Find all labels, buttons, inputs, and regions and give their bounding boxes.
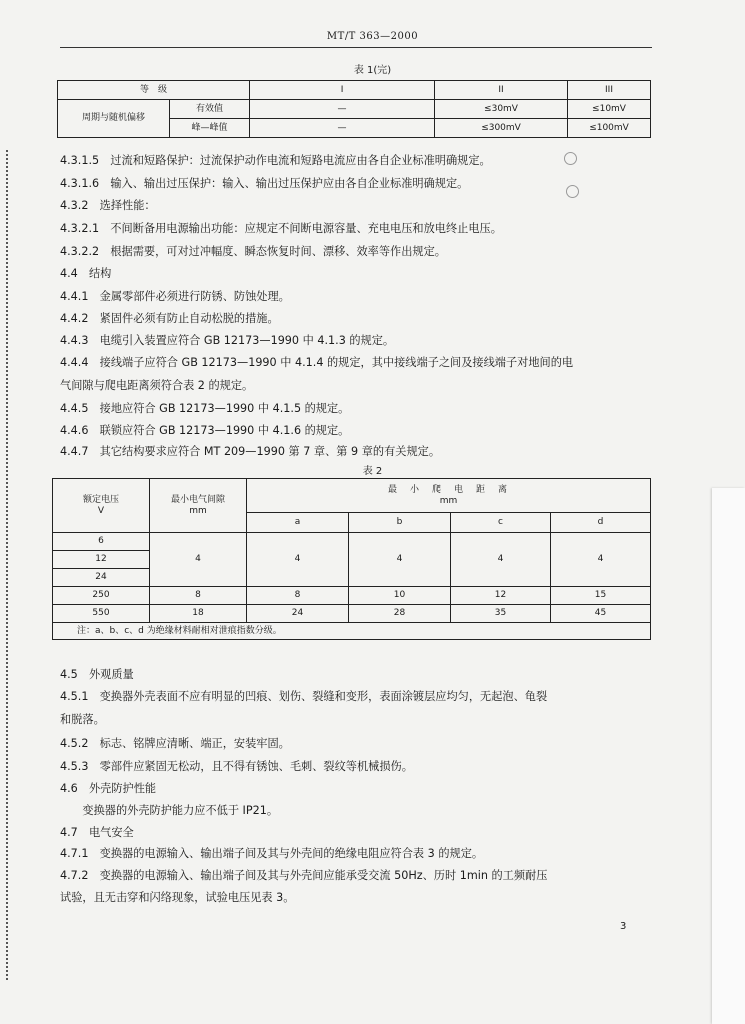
paragraph-line: 4.5.1 变换器外壳表面不应有明显的凹痕、划伤、裂缝和变形，表面涂镀层应均匀，无起泡、龟裂: [60, 690, 548, 703]
table2-header-clearance-label: 最小电气间隙: [170, 495, 225, 506]
table-cell: 18: [150, 605, 247, 623]
table2: [52, 478, 651, 640]
table2-voltage: 24: [53, 569, 150, 587]
paragraph-line: 4.4.7 其它结构要求应符合 MT 209—1990 第 7 章、第 9 章的有关规定。: [60, 445, 441, 458]
header-rule: [60, 47, 652, 48]
table2-header-creepage-label: 最 小 爬 电 距 离: [388, 485, 510, 496]
table-cell: ≤100mV: [568, 119, 651, 138]
table-cell: 28: [349, 605, 451, 623]
section-heading: 4.5 外观质量: [60, 668, 134, 681]
paragraph-line: 4.4.3 电缆引入装置应符合 GB 12173—1990 中 4.1.3 的规定。: [60, 334, 395, 347]
paragraph-line: 4.7.2 变换器的电源输入、输出端子间及其与外壳间应能承受交流 50Hz、历时 1min 的工频耐压: [60, 869, 548, 882]
table-cell: —: [250, 100, 435, 119]
table2-header-clearance: [150, 479, 247, 533]
table-row: [53, 587, 651, 605]
table-cell: 45: [551, 605, 651, 623]
paragraph-line: 4.5.3 零部件应紧固无松动，且不得有锈蚀、毛刺、裂纹等机械损伤。: [60, 760, 413, 773]
paragraph-line: 4.3.2.2 根据需要，可对过冲幅度、瞬态恢复时间、漂移、效率等作出规定。: [60, 245, 446, 258]
paragraph-line: 4.3.1.6 输入、输出过压保护：输入、输出过压保护应由各自企业标准明确规定。: [60, 177, 469, 190]
table2-subheader-d: d: [551, 513, 651, 533]
table-cell: 12: [451, 587, 551, 605]
table1-header-grade: 等 级: [58, 81, 250, 100]
adjacent-page-edge: [712, 488, 745, 1024]
table2-header-creepage: [247, 479, 651, 513]
table2-note-row: [53, 623, 651, 640]
table2-subheader-c: c: [451, 513, 551, 533]
paragraph-line: 4.4.6 联锁应符合 GB 12173—1990 中 4.1.6 的规定。: [60, 424, 350, 437]
paragraph-line: 4.3.1.5 过流和短路保护：过流保护动作电流和短路电流应由各自企业标准明确规定。: [60, 154, 491, 167]
table2-voltage: 250: [53, 587, 150, 605]
table1-header-grade-2: II: [435, 81, 568, 100]
table-cell: —: [250, 119, 435, 138]
table1-header-grade-3: III: [568, 81, 651, 100]
table-cell: 4: [451, 533, 551, 587]
table-row: [58, 100, 651, 119]
table1-row-label: 峰—峰值: [170, 119, 250, 138]
paragraph-line: 和脱落。: [60, 713, 105, 726]
paragraph-line: 4.7.1 变换器的电源输入、输出端子间及其与外壳间的绝缘电阻应符合表 3 的规定。: [60, 847, 484, 860]
table1-header-row: [58, 81, 651, 100]
table2-subheader-a: a: [247, 513, 349, 533]
table-cell: 8: [150, 587, 247, 605]
table2-header-clearance-unit: mm: [189, 505, 207, 516]
table1-caption: 表 1(完): [353, 65, 392, 76]
paragraph-line: 4.5.2 标志、铭牌应清晰、端正，安装牢固。: [60, 737, 290, 750]
table2-note: 注：a、b、c、d 为绝缘材料耐相对泄痕指数分级。: [53, 623, 651, 640]
table2-header-voltage-label: 额定电压: [82, 495, 119, 506]
table1-row-label: 有效值: [170, 100, 250, 119]
standard-number: MT/T 363—2000: [326, 31, 419, 42]
table2-voltage: 6: [53, 533, 150, 551]
table-cell: ≤300mV: [435, 119, 568, 138]
table2-header-voltage: [53, 479, 150, 533]
paragraph-line: 4.4.1 金属零部件必须进行防锈、防蚀处理。: [60, 290, 290, 303]
paragraph-line: 试验，且无击穿和闪络现象，试验电压见表 3。: [60, 891, 295, 904]
table-cell: 4: [150, 533, 247, 587]
table-cell: ≤30mV: [435, 100, 568, 119]
table1-header-grade-1: I: [250, 81, 435, 100]
section-heading: 4.7 电气安全: [60, 826, 134, 839]
table-cell: 4: [349, 533, 451, 587]
paragraph-line: 4.4.5 接地应符合 GB 12173—1990 中 4.1.5 的规定。: [60, 402, 350, 415]
table2-header-voltage-unit: V: [97, 505, 105, 516]
paragraph-line: 4.3.2.1 不间断备用电源输出功能：应规定不间断电源容量、充电电压和放电终止电压。: [60, 222, 502, 235]
table-cell: 15: [551, 587, 651, 605]
table-row: [53, 533, 651, 551]
table-cell: 8: [247, 587, 349, 605]
section-heading: 4.3.2 选择性能：: [60, 199, 156, 212]
table-cell: 24: [247, 605, 349, 623]
table-cell: 35: [451, 605, 551, 623]
section-heading: 4.4 结构: [60, 267, 112, 280]
table2-subheader-b: b: [349, 513, 451, 533]
paragraph-line: 气间隙与爬电距离须符合表 2 的规定。: [60, 379, 254, 392]
table2-header-row: [53, 479, 651, 513]
table-cell: 4: [247, 533, 349, 587]
table2-voltage: 550: [53, 605, 150, 623]
section-heading: 4.6 外壳防护性能: [60, 782, 157, 795]
table2-header-creepage-unit: mm: [439, 495, 458, 506]
paragraph-line: 变换器的外壳防护能力应不低于 IP21。: [60, 804, 279, 817]
table-cell: 10: [349, 587, 451, 605]
page-number: 3: [620, 921, 627, 932]
table-cell: 4: [551, 533, 651, 587]
paragraph-line: 4.4.4 接线端子应符合 GB 12173—1990 中 4.1.4 的规定，其中接线端子之间及接线端子对地间的电: [60, 356, 574, 369]
table-row: [53, 605, 651, 623]
table1: [57, 80, 651, 138]
table2-caption: 表 2: [362, 466, 383, 477]
paragraph-line: 4.4.2 紧固件必须有防止自动松脱的措施。: [60, 312, 279, 325]
table-cell: ≤10mV: [568, 100, 651, 119]
binding-edge: [6, 150, 8, 980]
table1-row-group-label: 周期与随机偏移: [58, 100, 170, 138]
table2-voltage: 12: [53, 551, 150, 569]
